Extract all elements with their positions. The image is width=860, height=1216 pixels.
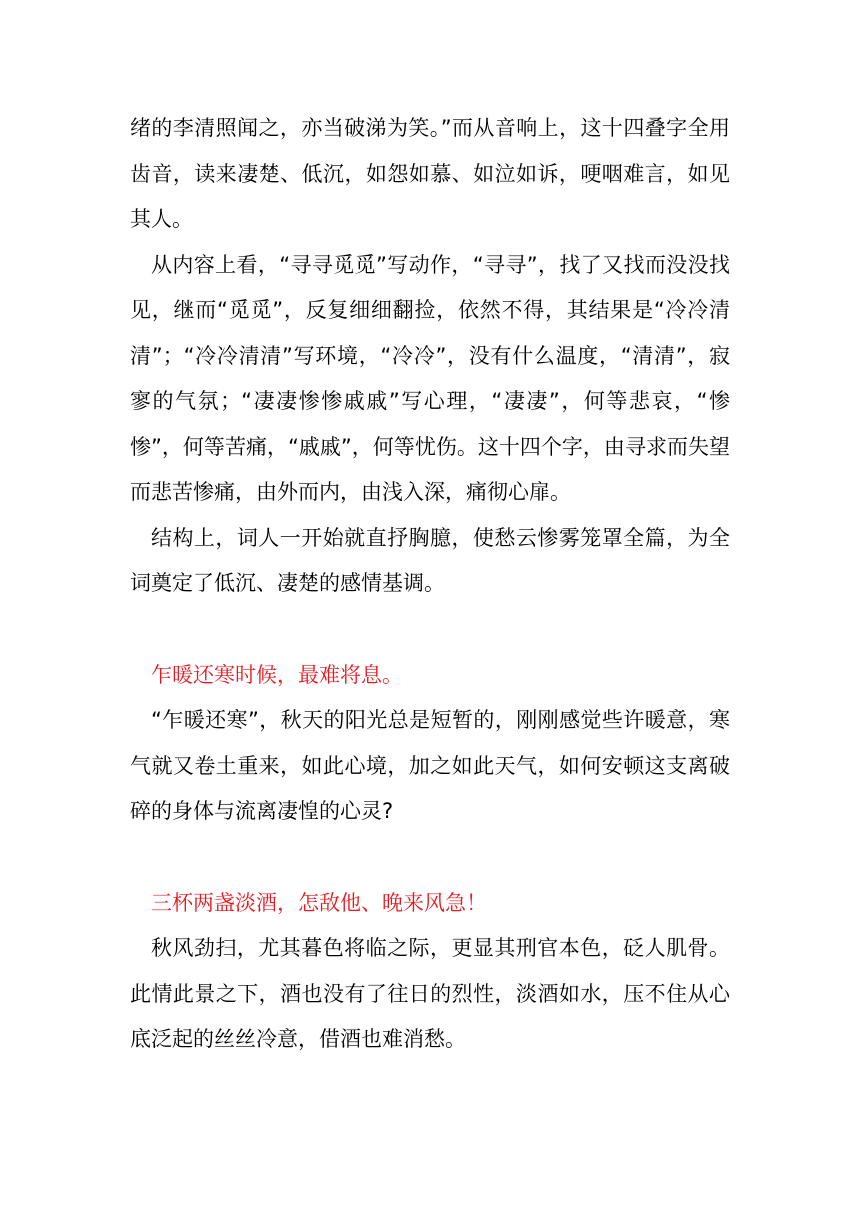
paragraph-structure: 结构上，词人一开始就直抒胸臆，使愁云惨雾笼罩全篇，为全词奠定了低沉、凄楚的感情基调。 <box>130 525 730 595</box>
paragraph-content-analysis: 从内容上看，“寻寻觅觅”写动作，“寻寻”，找了又找而没没找见，继而“觅觅”，反复细细翻捡，依然不得，其结果是“冷冷清清”；“冷冷清清”写环境，“冷冷”，没有什么温度，“清清”，寂寥的气氛；“凄凄惨惨戚戚”写心理，“凄凄”，何等悲哀，“惨惨”，何等苦痛，“戚戚”，何等忧伤。这十四个字，由寻求而失望而悲苦惨痛，由外而内，由浅入深，痛彻心扉。 <box>130 252 730 504</box>
section-body-2: 秋风劲扫，尤其暮色将临之际，更显其刑官本色，砭人肌骨。此情此景之下，酒也没有了往日的烈性，淡酒如水，压不住从心底泛起的丝丝冷意，借酒也难消愁。 <box>130 936 730 1051</box>
section-body-1: “乍暖还寒”，秋天的阳光总是短暂的，刚刚感觉些许暖意，寒气就又卷土重来，如此心境，加之如此天气，如何安顿这支离破碎的身体与流离凄惶的心灵? <box>130 708 730 823</box>
section-heading-2: 三杯两盏淡酒，怎敌他、晚来风急！ <box>151 890 487 915</box>
section-heading-1: 乍暖还寒时候，最难将息。 <box>151 662 403 687</box>
paragraph-continuation: 绪的李清照闻之，亦当破涕为笑。”而从音响上，这十四叠字全用齿音，读来凄楚、低沉，如怨如慕、如泣如诉，哽咽难言，如见其人。 <box>130 116 730 231</box>
document-body <box>130 106 730 1063</box>
